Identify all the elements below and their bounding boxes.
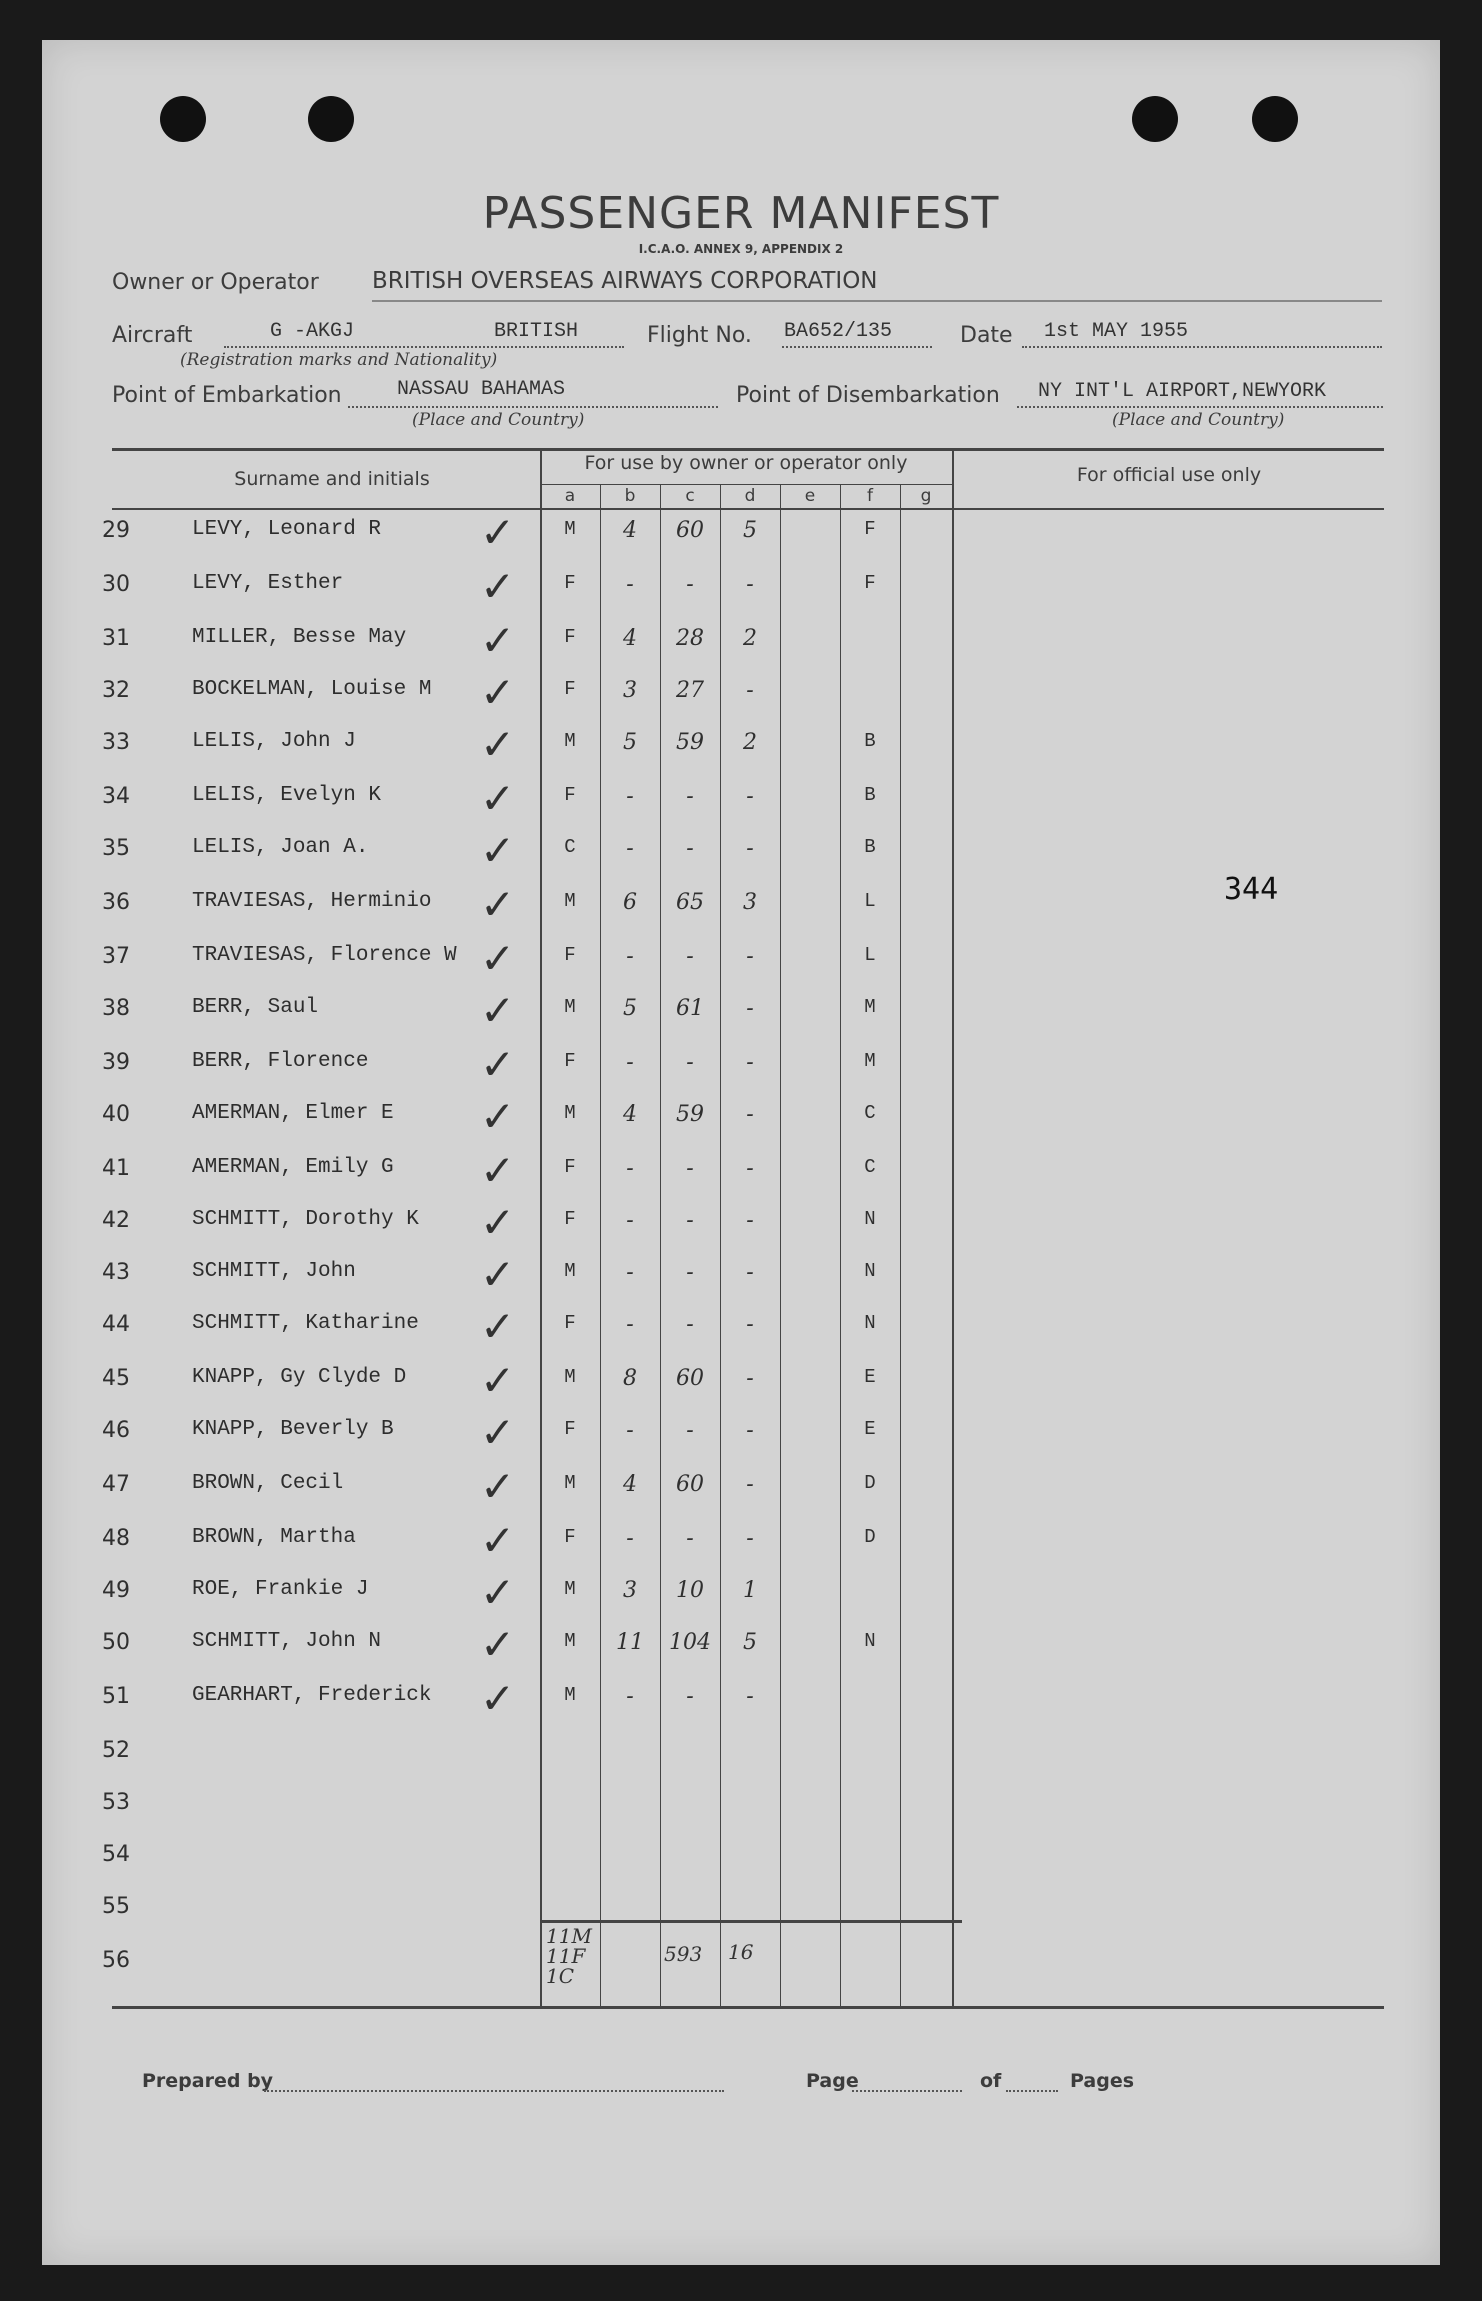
passenger-name: BERR, Florence [192,1050,369,1073]
passenger-name: BROWN, Cecil [192,1472,344,1495]
check-mark-icon: ✓ [480,1250,516,1299]
cell-c: - [686,572,694,597]
embark-dots [348,406,718,408]
check-mark-icon: ✓ [480,720,516,769]
official-note: 344 [1224,872,1279,907]
check-mark-icon: ✓ [480,774,516,823]
cell-b: 8 [623,1366,637,1391]
cell-a: M [564,1260,576,1282]
owner-use-header: For use by owner or operator only [584,452,908,474]
passenger-name: KNAPP, Gy Clyde D [192,1366,407,1389]
punch-hole [308,96,354,142]
cell-b: 3 [623,1578,637,1603]
check-mark-icon: ✓ [480,1356,516,1405]
date-value: 1st MAY 1955 [1044,320,1189,343]
row-number: 38 [102,996,130,1021]
cell-a: M [564,730,576,752]
cell-c: - [686,1418,694,1443]
col-g-header: g [920,486,932,506]
table-row [42,1674,1440,1736]
row-number: 31 [102,626,130,651]
cell-d: - [746,1208,754,1233]
prepared-by-label: Prepared by [142,2070,274,2092]
cell-f: E [864,1366,876,1388]
passenger-name: LEVY, Leonard R [192,518,382,541]
table-row [42,1250,1440,1312]
table-row [42,1620,1440,1682]
cell-f: M [864,996,876,1018]
cell-d: 3 [743,890,757,915]
table-row [42,562,1440,624]
row-number: 39 [102,1050,130,1075]
check-mark-icon: ✓ [480,1516,516,1565]
check-mark-icon: ✓ [480,562,516,611]
cell-c: - [686,784,694,809]
passenger-name: SCHMITT, Katharine [192,1312,419,1335]
disembark-value: NY INT'L AIRPORT,NEWYORK [1038,380,1327,403]
passenger-name: MILLER, Besse May [192,626,407,649]
cell-d: - [746,678,754,703]
manifest-page [42,40,1440,2265]
cell-a: M [564,1684,576,1706]
cell-d: 5 [743,518,757,543]
totals-col-a [546,1926,592,1986]
cell-c: - [686,1208,694,1233]
table-row [42,1516,1440,1578]
cell-d: 2 [743,730,757,755]
passenger-name: LEVY, Esther [192,572,344,595]
cell-b: - [626,1050,634,1075]
official-use-header: For official use only [1076,464,1262,486]
passenger-name: BERR, Saul [192,996,319,1019]
passenger-name: SCHMITT, Dorothy K [192,1208,419,1231]
table-row [42,1146,1440,1208]
prepared-by-dots [264,2090,724,2092]
of-label: of [980,2070,1002,2092]
cell-a: M [564,996,576,1018]
cell-a: M [564,518,576,540]
passenger-name: BROWN, Martha [192,1526,356,1549]
cell-d: - [746,572,754,597]
passenger-name: ROE, Frankie J [192,1578,369,1601]
row-number: 29 [102,518,130,543]
check-mark-icon: ✓ [480,986,516,1035]
cell-a: M [564,1366,576,1388]
pages-label: Pages [1070,2070,1135,2092]
check-mark-icon: ✓ [480,1408,516,1457]
check-mark-icon: ✓ [480,1462,516,1511]
cell-d: 2 [743,626,757,651]
cell-f: L [864,890,876,912]
embark-label: Point of Embarkation [112,383,342,408]
check-mark-icon: ✓ [480,508,516,557]
passenger-name: LELIS, Evelyn K [192,784,382,807]
cell-f: D [864,1472,876,1494]
of-dots [1006,2090,1058,2092]
cell-a: C [564,836,576,858]
row-number: 55 [102,1894,130,1919]
table-bottom-rule [112,2006,1384,2009]
page-dots [852,2090,962,2092]
cell-a: M [564,1578,576,1600]
check-mark-icon: ✓ [480,1674,516,1723]
row-number: 42 [102,1208,130,1233]
disembark-label: Point of Disembarkation [736,383,1000,408]
col-a-header: a [564,486,576,506]
cell-c: 65 [676,890,704,915]
punch-hole [1132,96,1178,142]
cell-a: F [564,572,576,594]
row-number: 45 [102,1366,130,1391]
check-mark-icon: ✓ [480,934,516,983]
embark-note: (Place and Country) [412,410,585,430]
cell-b: 4 [623,518,637,543]
row-number: 53 [102,1790,130,1815]
cell-f: B [864,836,876,858]
cell-a: F [564,1050,576,1072]
check-mark-icon: ✓ [480,826,516,875]
table-row [42,1092,1440,1154]
cell-c: - [686,1312,694,1337]
row-number: 37 [102,944,130,969]
row-number: 49 [102,1578,130,1603]
cell-b: - [626,784,634,809]
total-males: 11M [546,1924,592,1948]
cell-d: - [746,1312,754,1337]
cell-b: - [626,1312,634,1337]
cell-b: 4 [623,1472,637,1497]
cell-c: 28 [676,626,704,651]
cell-d: - [746,1684,754,1709]
embark-value: NASSAU BAHAMAS [397,378,566,401]
owner-underline [372,300,1382,302]
cell-a: M [564,1630,576,1652]
cell-f: F [864,518,876,540]
table-row [42,934,1440,996]
passenger-name: AMERMAN, Elmer E [192,1102,394,1125]
row-number: 35 [102,836,130,861]
cell-d: - [746,1366,754,1391]
row-number: 51 [102,1684,130,1709]
cell-a: F [564,1526,576,1548]
cell-b: 5 [623,996,637,1021]
row-number: 52 [102,1738,130,1763]
check-mark-icon: ✓ [480,1302,516,1351]
passenger-name: LELIS, John J [192,730,356,753]
header-bottom-rule [112,508,1384,510]
cell-c: - [686,1526,694,1551]
date-label: Date [960,323,1013,348]
cell-d: - [746,944,754,969]
total-col-d: 16 [728,1940,754,1964]
flight-dots [782,346,932,348]
cell-a: F [564,1208,576,1230]
check-mark-icon: ✓ [480,1092,516,1141]
cell-c: 27 [676,678,704,703]
page-title: PASSENGER MANIFEST [482,188,1000,239]
cell-b: - [626,1526,634,1551]
col-f-header: f [867,486,873,506]
cell-d: - [746,1418,754,1443]
cell-f: F [864,572,876,594]
cell-a: F [564,626,576,648]
passenger-name: TRAVIESAS, Florence W [192,944,457,967]
total-children: 1C [546,1964,575,1988]
row-number: 30 [102,572,130,597]
table-row [42,1738,1440,1790]
cell-a: F [564,944,576,966]
row-number: 34 [102,784,130,809]
cell-c: - [686,1156,694,1181]
check-mark-icon: ✓ [480,668,516,717]
cell-c: - [686,1684,694,1709]
cell-c: 60 [676,1472,704,1497]
cell-c: 60 [676,1366,704,1391]
cell-a: F [564,1312,576,1334]
passenger-name: LELIS, Joan A. [192,836,369,859]
cell-b: 11 [616,1630,644,1655]
row-number: 54 [102,1842,130,1867]
cell-c: 59 [676,1102,704,1127]
owner-value: BRITISH OVERSEAS AIRWAYS CORPORATION [372,268,878,294]
aircraft-value: G -AKGJ [270,320,355,343]
row-number: 41 [102,1156,130,1181]
cell-f: N [864,1312,876,1334]
nationality-value: BRITISH [494,320,579,343]
cell-b: - [626,1684,634,1709]
table-row [42,1568,1440,1630]
cell-f: L [864,944,876,966]
passenger-name: SCHMITT, John [192,1260,356,1283]
table-row [42,616,1440,678]
cell-c: - [686,1260,694,1285]
row-number: 50 [102,1630,130,1655]
check-mark-icon: ✓ [480,880,516,929]
cell-b: - [626,1208,634,1233]
cell-b: - [626,944,634,969]
cell-b: 4 [623,626,637,651]
row-number: 40 [102,1102,130,1127]
page-subtitle: I.C.A.O. ANNEX 9, APPENDIX 2 [638,242,844,256]
punch-hole [160,96,206,142]
table-top-rule [112,448,1384,451]
cell-d: - [746,784,754,809]
cell-c: - [686,836,694,861]
cell-b: 4 [623,1102,637,1127]
cell-c: - [686,1050,694,1075]
row-number: 32 [102,678,130,703]
total-col-c: 593 [664,1942,703,1966]
table-row [42,1894,1440,1946]
cell-c: 59 [676,730,704,755]
disembark-note: (Place and Country) [1112,410,1285,430]
row-number: 43 [102,1260,130,1285]
passenger-name: TRAVIESAS, Herminio [192,890,432,913]
table-row [42,508,1440,570]
cell-d: - [746,836,754,861]
cell-f: D [864,1526,876,1548]
passenger-name: BOCKELMAN, Louise M [192,678,432,701]
check-mark-icon: ✓ [480,616,516,665]
row-number: 33 [102,730,130,755]
aircraft-label: Aircraft [112,323,193,348]
cell-d: - [746,1156,754,1181]
cell-d: - [746,1260,754,1285]
cell-f: M [864,1050,876,1072]
cell-f: C [864,1156,876,1178]
cell-d: 5 [743,1630,757,1655]
cell-d: - [746,1472,754,1497]
check-mark-icon: ✓ [480,1146,516,1195]
cell-c: 104 [669,1630,711,1655]
cell-d: 1 [743,1578,757,1603]
passenger-name: SCHMITT, John N [192,1630,382,1653]
cell-c: - [686,944,694,969]
subheader-rule [540,484,952,485]
cell-a: F [564,1156,576,1178]
cell-c: 60 [676,518,704,543]
owner-label: Owner or Operator [112,270,319,295]
cell-c: 61 [676,996,704,1021]
row-number: 44 [102,1312,130,1337]
col-b-header: b [624,486,636,506]
cell-b: - [626,1418,634,1443]
table-row [42,1302,1440,1364]
cell-f: C [864,1102,876,1124]
cell-b: - [626,1260,634,1285]
table-row [42,668,1440,730]
cell-f: N [864,1630,876,1652]
aircraft-dots [224,346,624,348]
passenger-name: GEARHART, Frederick [192,1684,432,1707]
cell-b: 5 [623,730,637,755]
check-mark-icon: ✓ [480,1198,516,1247]
flight-value: BA652/135 [784,320,893,343]
aircraft-note: (Registration marks and Nationality) [180,350,498,370]
row-number: 48 [102,1526,130,1551]
table-row [42,1198,1440,1260]
cell-f: N [864,1260,876,1282]
cell-a: F [564,784,576,806]
cell-b: - [626,572,634,597]
cell-d: - [746,1526,754,1551]
col-c-header: c [685,486,695,506]
cell-b: 6 [623,890,637,915]
table-row [42,1356,1440,1418]
punch-hole [1252,96,1298,142]
cell-a: M [564,890,576,912]
cell-a: M [564,1472,576,1494]
table-row [42,1408,1440,1470]
check-mark-icon: ✓ [480,1040,516,1089]
flight-label: Flight No. [647,323,752,348]
page-label: Page [806,2070,859,2092]
disembark-dots [1017,406,1383,408]
col-e-header: e [804,486,816,506]
cell-f: B [864,730,876,752]
row-number: 36 [102,890,130,915]
cell-a: F [564,1418,576,1440]
col-d-header: d [744,486,756,506]
total-females: 11F [546,1944,586,1968]
check-mark-icon: ✓ [480,1620,516,1669]
cell-f: E [864,1418,876,1440]
table-row [42,1040,1440,1102]
table-row [42,1842,1440,1894]
surname-header: Surname and initials [234,468,430,490]
table-row [42,986,1440,1048]
date-dots [1022,346,1382,348]
cell-a: F [564,678,576,700]
cell-c: 10 [676,1578,704,1603]
passenger-name: AMERMAN, Emily G [192,1156,394,1179]
cell-b: - [626,836,634,861]
cell-b: - [626,1156,634,1181]
row-number: 47 [102,1472,130,1497]
check-mark-icon: ✓ [480,1568,516,1617]
table-row [42,774,1440,836]
row-number: 46 [102,1418,130,1443]
row-number: 56 [102,1948,130,1973]
passenger-name: KNAPP, Beverly B [192,1418,394,1441]
cell-f: B [864,784,876,806]
table-row [42,1790,1440,1842]
table-row [42,1462,1440,1524]
cell-b: 3 [623,678,637,703]
cell-d: - [746,1102,754,1127]
cell-f: N [864,1208,876,1230]
cell-d: - [746,996,754,1021]
cell-a: M [564,1102,576,1124]
cell-d: - [746,1050,754,1075]
table-row [42,720,1440,782]
